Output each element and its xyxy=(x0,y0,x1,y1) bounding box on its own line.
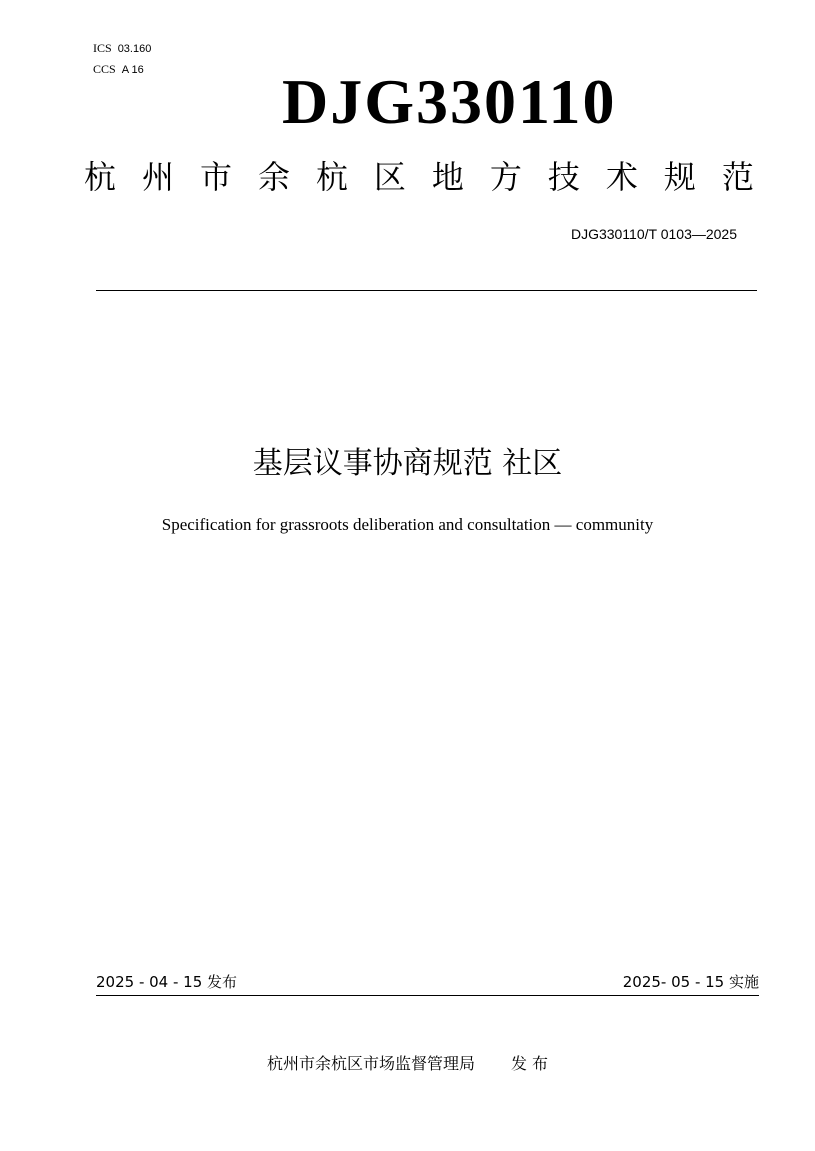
document-title-chinese: 基层议事协商规范 社区 xyxy=(252,446,563,481)
ics-classification xyxy=(93,41,151,56)
issuer-action: 发 布 xyxy=(510,1054,549,1073)
standard-number: DJG330110/T 0103—2025 xyxy=(570,226,737,242)
issue-date: 2025 - 04 - 15 发布 xyxy=(96,973,238,991)
issuer-name: 杭州市余杭区市场监督管理局 xyxy=(266,1054,475,1073)
authority-char: 市 xyxy=(199,158,232,196)
authority-char: 技 xyxy=(547,158,580,196)
authority-char: 州 xyxy=(141,158,174,196)
ccs-label: CCS xyxy=(93,62,116,76)
ics-label: ICS xyxy=(93,41,112,55)
authority-char: 范 xyxy=(721,158,754,196)
authority-title xyxy=(84,155,754,199)
document-title-english: Specification for grassroots deliberation and consultation — community xyxy=(161,515,654,534)
ccs-code: A 16 xyxy=(121,64,144,76)
authority-char: 术 xyxy=(605,158,638,196)
authority-char: 地 xyxy=(431,158,464,196)
authority-char: 规 xyxy=(663,158,696,196)
header-divider xyxy=(96,290,757,291)
authority-char: 区 xyxy=(373,158,406,196)
authority-char: 方 xyxy=(489,158,522,196)
effective-date: 2025- 05 - 15 实施 xyxy=(622,973,759,991)
authority-char: 杭 xyxy=(315,158,348,196)
footer-divider xyxy=(96,995,759,996)
issuing-authority xyxy=(0,1053,815,1075)
authority-char: 杭 xyxy=(84,158,117,196)
ccs-classification xyxy=(93,62,144,77)
authority-char: 余 xyxy=(257,158,290,196)
ics-code: 03.160 xyxy=(117,43,152,55)
standard-code-banner: DJG330110 xyxy=(282,66,617,137)
